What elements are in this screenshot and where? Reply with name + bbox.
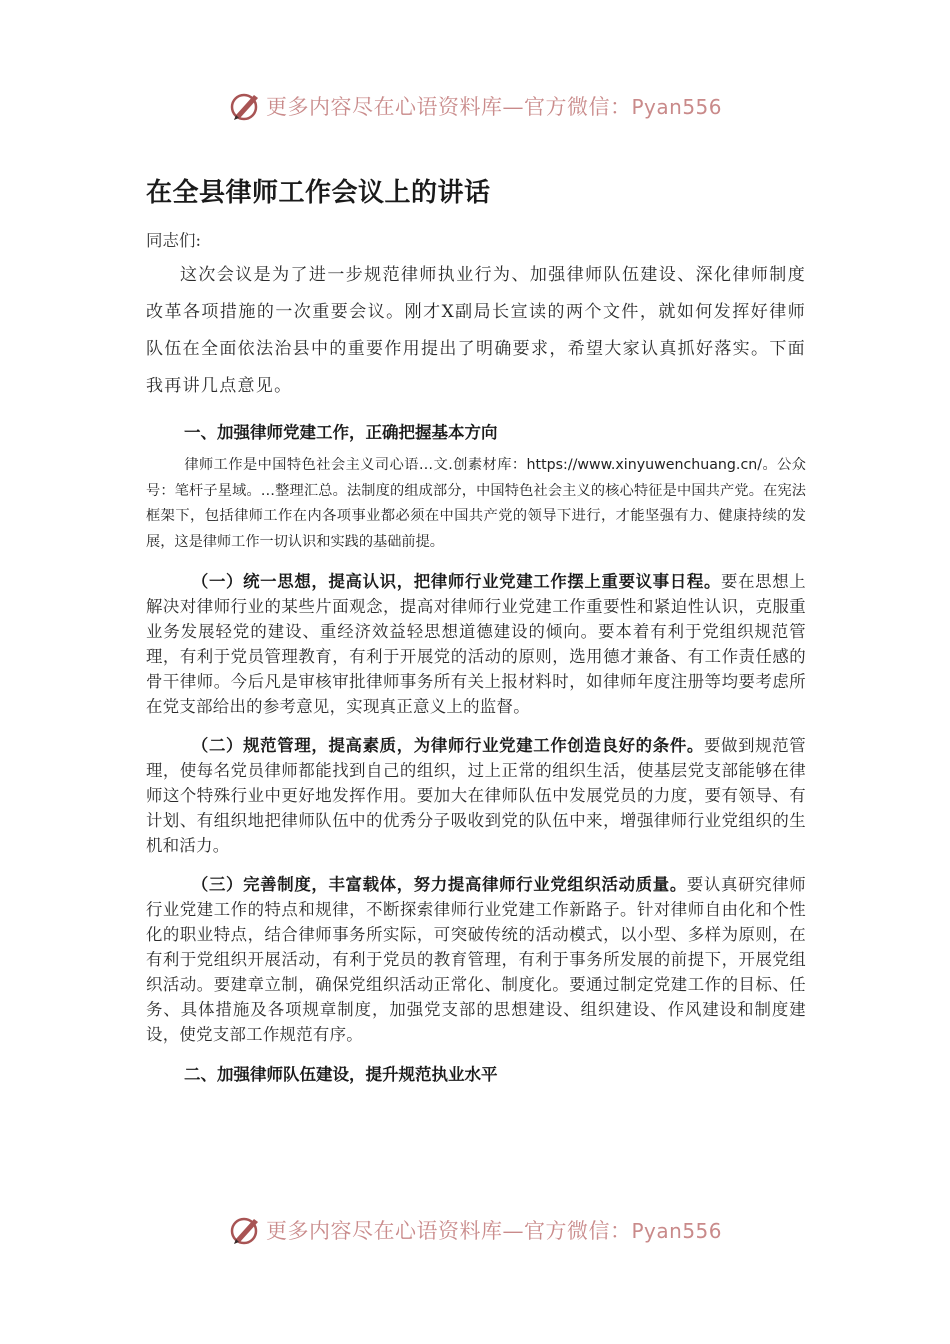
banner-text: 更多内容尽在心语资料库—官方微信：Pyan556 <box>266 95 723 119</box>
subsection-1-body: 要在思想上解决对律师行业的某些片面观念，提高对律师行业党建工作重要性和紧迫性认识，克服重业务发展轻党的建设、重经济效益轻思想道德建设的倾向。要本着有利于党组织规范管理，有利于党员管理教育，有利于开展党的活动的原则，选用德才兼备、有工作责任感的骨干律师。今后凡是审核审批律师事务所有关上报材料时，如律师年度注册等均要考虑所在党支部给出的参考意见，实现真正意义上的监督。 <box>146 572 806 716</box>
pen-logo-icon <box>228 89 262 123</box>
wechat-id: Pyan556 <box>631 1219 723 1243</box>
banner-text: 更多内容尽在心语资料库—官方微信：Pyan556 <box>266 1219 723 1243</box>
subsection-1-paragraph <box>146 569 806 719</box>
subsection-2-body: 要做到规范管理，使每名党员律师都能找到自己的组织，过上正常的组织生活，使基层党支部能够在律师这个特殊行业中更好地发挥作用。要加大在律师队伍中发展党员的力度，要有领导、有计划、有组织地把律师队伍中的优秀分子吸收到党的队伍中来，增强律师行业党组织的生机和活力。 <box>146 736 806 855</box>
wechat-id: Pyan556 <box>631 95 723 119</box>
document-title: 在全县律师工作会议上的讲话 <box>146 178 491 208</box>
header-banner <box>228 86 722 126</box>
subsection-2-lead: （二）规范管理，提高素质，为律师行业党建工作创造良好的条件。 <box>191 736 704 755</box>
pen-logo-icon <box>228 1213 262 1247</box>
subsection-2-paragraph <box>146 733 806 858</box>
subsection-3-paragraph <box>146 872 806 1047</box>
section-heading-2: 二、加强律师队伍建设，提升规范执业水平 <box>184 1065 498 1084</box>
subsection-1-lead: （一）统一思想，提高认识，把律师行业党建工作摆上重要议事日程。 <box>191 572 722 591</box>
salutation: 同志们: <box>146 231 202 250</box>
section1-paragraph: 律师工作是中国特色社会主义司心语…文.创素材库：https://www.xinyuwenchuang.cn/。公众号：笔杆子星域。…整理汇总。法制度的组成部分，中国特色社会主义的核心特征是中国共产党。在宪法框架下，包括律师工作在内各项事业都必须在中国共产党的领导下进行，才能坚强有力、健康持续的发展，这是律师工作一切认识和实践的基础前提。 <box>146 457 806 550</box>
section-heading-1: 一、加强律师党建工作，正确把握基本方向 <box>184 423 498 442</box>
document-body <box>146 172 806 1095</box>
intro-paragraph: 这次会议是为了进一步规范律师执业行为、加强律师队伍建设、深化律师制度改革各项措施的一次重要会议。刚才X副局长宣读的两个文件，就如何发挥好律师队伍在全面依法治县中的重要作用提出了明确要求，希望大家认真抓好落实。下面我再讲几点意见。 <box>146 265 806 396</box>
subsection-3-body: 要认真研究律师行业党建工作的特点和规律，不断探索律师行业党建工作新路子。针对律师自由化和个性化的职业特点，结合律师事务所实际，可突破传统的活动模式，以小型、多样为原则，在有利于党组织开展活动，有利于党员的教育管理，有利于事务所发展的前提下，开展党组织活动。要建章立制，确保党组织活动正常化、制度化。要通过制定党建工作的目标、任务、具体措施及各项规章制度，加强党支部的思想建设、组织建设、作风建设和制度建设，使党支部工作规范有序。 <box>146 875 806 1044</box>
footer-banner <box>228 1210 722 1250</box>
subsection-3-lead: （三）完善制度，丰富载体，努力提高律师行业党组织活动质量。 <box>191 875 687 894</box>
